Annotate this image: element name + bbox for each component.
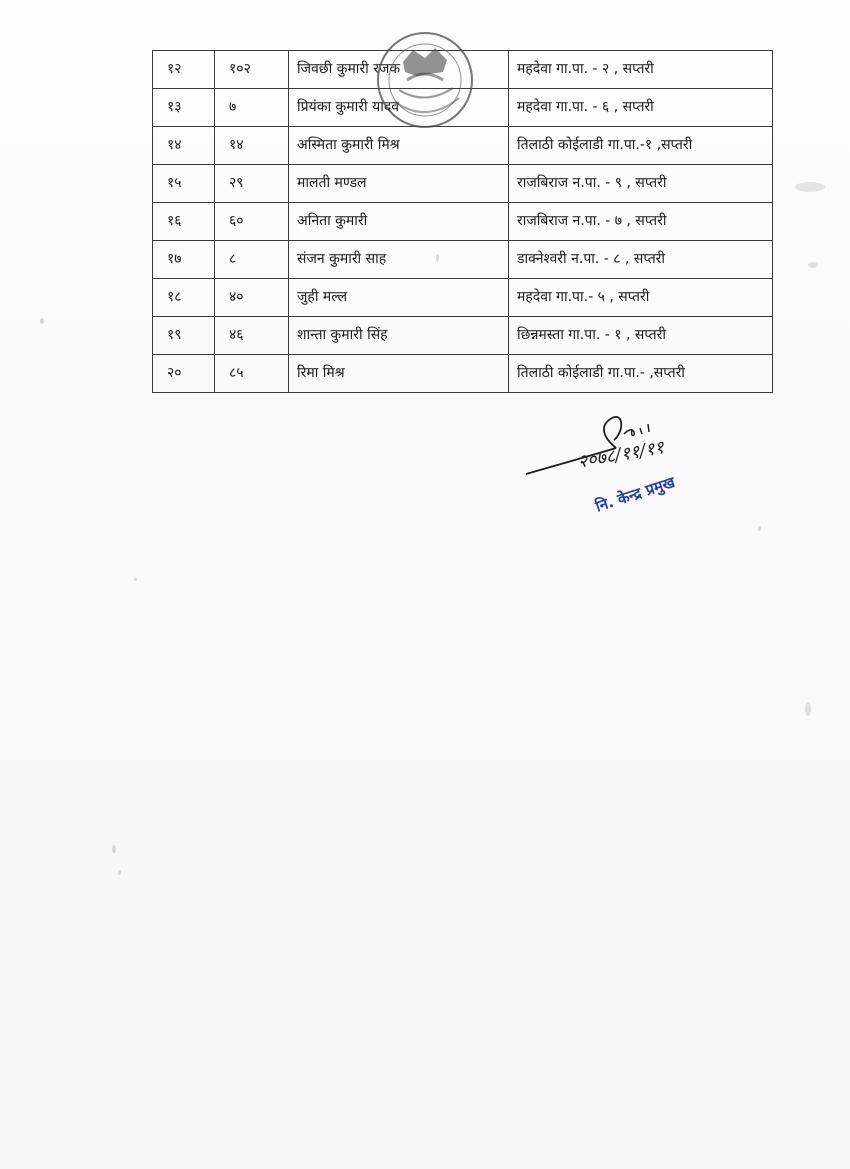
name-cell: अस्मिता कुमारी मिश्र [289,127,509,165]
roll-number-cell: ४६ [215,317,289,355]
serial-number-cell: १९ [153,317,215,355]
roll-number-cell: ४० [215,279,289,317]
scan-speck [118,870,121,875]
scan-speck [134,578,137,581]
name-cell: अनिता कुमारी [289,203,509,241]
table-row [153,127,773,165]
roll-number-cell: ७ [215,89,289,127]
roll-number-cell: ६० [215,203,289,241]
address-cell: महदेवा गा.पा.- ५ , सप्तरी [509,279,773,317]
roll-number-cell: ८५ [215,355,289,393]
table-row [153,89,773,127]
address-cell: तिलाठी कोईलाडी गा.पा.-१ ,सप्तरी [509,127,773,165]
name-cell: शान्ता कुमारी सिंह [289,317,509,355]
roll-number-cell: ८ [215,241,289,279]
address-cell: राजबिराज न.पा. - ९ , सप्तरी [509,165,773,203]
table-row [153,279,773,317]
table-row [153,165,773,203]
scan-speck [795,182,825,192]
name-cell: प्रियंका कुमारी यादव [289,89,509,127]
beneficiary-table [152,50,773,393]
scan-speck [112,845,116,853]
table-row [153,203,773,241]
roll-number-cell: २९ [215,165,289,203]
scan-speck [758,526,761,531]
name-cell: संजन कुमारी साह [289,241,509,279]
serial-number-cell: १३ [153,89,215,127]
address-cell: महदेवा गा.पा. - ६ , सप्तरी [509,89,773,127]
serial-number-cell: १५ [153,165,215,203]
name-cell: रिमा मिश्र [289,355,509,393]
table-row [153,51,773,89]
scan-speck [40,318,44,324]
roll-number-cell: १४ [215,127,289,165]
name-cell: मालती मण्डल [289,165,509,203]
table-row [153,355,773,393]
serial-number-cell: १६ [153,203,215,241]
address-cell: छिन्नमस्ता गा.पा. - १ , सप्तरी [509,317,773,355]
roll-number-cell: १०२ [215,51,289,89]
serial-number-cell: १७ [153,241,215,279]
address-cell: डाक्नेश्वरी न.पा. - ८ , सप्तरी [509,241,773,279]
serial-number-cell: १८ [153,279,215,317]
beneficiary-table-body [153,51,773,393]
signature-date: २०७८/११/११ [576,437,666,473]
serial-number-cell: १४ [153,127,215,165]
serial-number-cell: २० [153,355,215,393]
table-row [153,317,773,355]
table-row [153,241,773,279]
scan-speck [808,262,818,268]
name-cell: जुही मल्ल [289,279,509,317]
serial-number-cell: १२ [153,51,215,89]
address-cell: तिलाठी कोईलाडी गा.पा.- ,सप्तरी [509,355,773,393]
officer-title-stamp: नि. केन्द्र प्रमुख [593,473,678,516]
address-cell: महदेवा गा.पा. - २ , सप्तरी [509,51,773,89]
name-cell: जिवछी कुमारी रजक [289,51,509,89]
scan-speck [805,702,811,716]
address-cell: राजबिराज न.पा. - ७ , सप्तरी [509,203,773,241]
